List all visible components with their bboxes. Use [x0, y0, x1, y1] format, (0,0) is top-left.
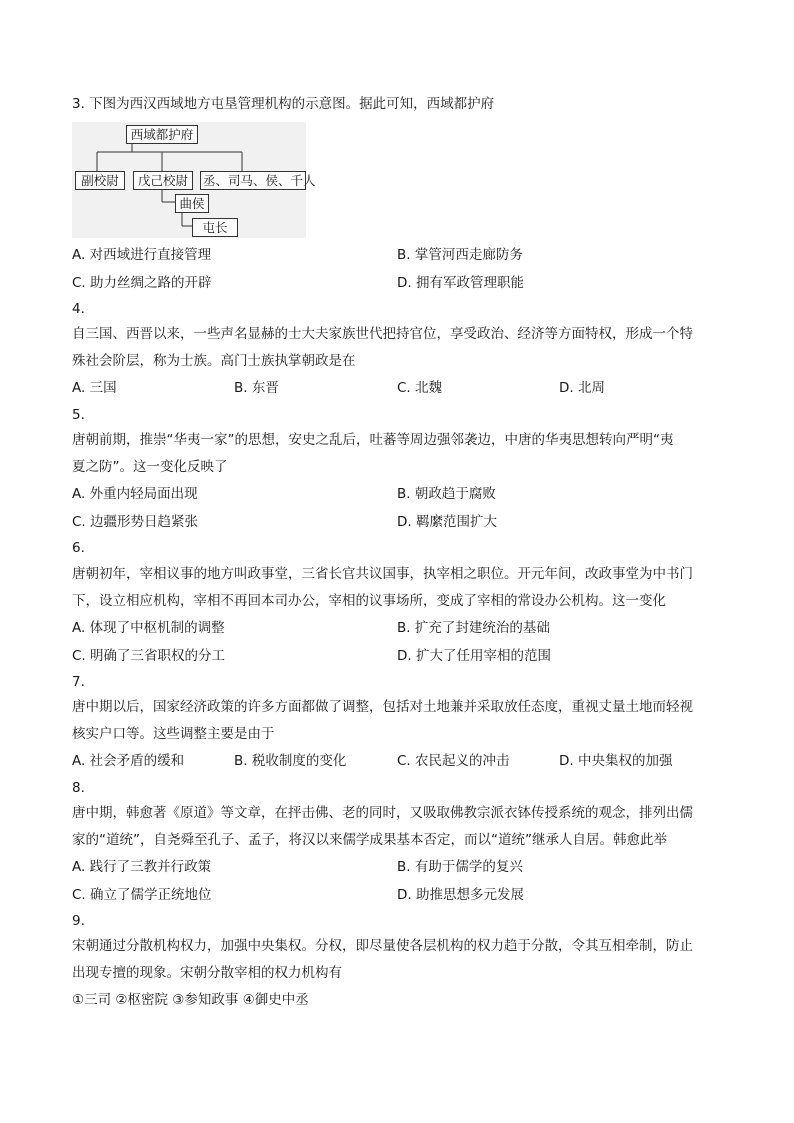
q4-stem-line2: 殊社会阶层，称为士族。高门士族执掌朝政是在: [72, 353, 356, 369]
q7-option-b: B. 税收制度的变化: [234, 753, 347, 769]
q4-stem-line1: 自三国、西晋以来，一些声名显赫的士大夫家族世代把持官位，享受政治、经济等方面特权，形成一个特: [72, 326, 693, 342]
q8-stem-line1: 唐中期，韩愈著《原道》等文章，在抨击佛、老的同时，又吸取佛教宗派衣钵传授系统的观念，排列出儒: [72, 805, 693, 821]
q8-option-d: D. 助推思想多元发展: [397, 887, 524, 903]
diagram-node-child3: 丞、司马、侯、千人: [200, 171, 306, 190]
q7-stem-line1: 唐中期以后，国家经济政策的许多方面都做了调整，包括对土地兼并采取放任态度，重视丈量土地而轻视: [72, 699, 693, 715]
q8-option-a: A. 践行了三教并行政策: [72, 859, 212, 875]
q4-option-b: B. 东晋: [234, 380, 279, 396]
q3-option-a: A. 对西域进行直接管理: [72, 247, 212, 263]
q6-option-b: B. 扩充了封建统治的基础: [397, 620, 550, 636]
diagram-node-greatgrandchild: 屯长: [192, 218, 238, 237]
q3-diagram: [72, 122, 316, 238]
q8-option-c: C. 确立了儒学正统地位: [72, 887, 212, 903]
q8-number: 8.: [72, 780, 85, 796]
q6-stem-line2: 下，设立相应机构，宰相不再回本司办公，宰相的议事场所，变成了宰相的常设办公机构。这一变化: [72, 593, 666, 609]
diagram-node-root: 西域都护府: [126, 125, 198, 144]
q3-option-b: B. 掌管河西走廊防务: [397, 247, 523, 263]
q5-stem-line2: 夏之防”。这一变化反映了: [72, 459, 228, 475]
q5-option-b: B. 朝政趋于腐败: [397, 486, 496, 502]
q4-option-d: D. 北周: [559, 380, 605, 396]
q5-stem-line1: 唐朝前期，推崇“华夷一家”的思想，安史之乱后，吐蕃等周边强邻袭边，中唐的华夷思想转向严明“夷: [72, 432, 674, 448]
q3-option-d: D. 拥有军政管理职能: [397, 275, 524, 291]
q6-number: 6.: [72, 540, 85, 556]
q7-stem-line2: 核实户口等。这些调整主要是由于: [72, 726, 275, 742]
q4-number: 4.: [72, 301, 85, 317]
diagram-node-child2: 戊己校尉: [133, 171, 193, 190]
q7-option-a: A. 社会矛盾的缓和: [72, 753, 185, 769]
q8-stem-line2: 家的“道统”，自尧舜至孔子、孟子，将汉以来儒学成果基本否定，而以“道统”继承人自居。韩愈此举: [72, 832, 667, 848]
q9-stem-line1: 宋朝通过分散机构权力，加强中央集权。分权，即尽量使各层机构的权力趋于分散，令其互相牵制，防止: [72, 938, 693, 954]
q9-items: ①三司 ②枢密院 ③参知政事 ④御史中丞: [72, 992, 309, 1008]
q9-stem-line2: 出现专擅的现象。宋朝分散宰相的权力机构有: [72, 965, 342, 981]
q7-option-d: D. 中央集权的加强: [559, 753, 673, 769]
q7-option-c: C. 农民起义的冲击: [397, 753, 510, 769]
q5-option-d: D. 羁縻范围扩大: [397, 514, 497, 530]
diagram-node-child1: 副校尉: [75, 171, 125, 190]
q6-option-d: D. 扩大了任用宰相的范围: [397, 648, 551, 664]
q5-number: 5.: [72, 407, 85, 423]
q3-stem: 3. 下图为西汉西域地方屯垦管理机构的示意图。据此可知，西域都护府: [72, 96, 495, 112]
diagram-node-grandchild: 曲侯: [175, 194, 209, 213]
q5-option-c: C. 边疆形势日趋紧张: [72, 514, 199, 530]
q6-option-c: C. 明确了三省职权的分工: [72, 648, 226, 664]
q7-number: 7.: [72, 674, 85, 690]
q5-option-a: A. 外重内轻局面出现: [72, 486, 198, 502]
q4-option-a: A. 三国: [72, 380, 117, 396]
q8-option-b: B. 有助于儒学的复兴: [397, 859, 523, 875]
q9-number: 9.: [72, 913, 85, 929]
q4-option-c: C. 北魏: [397, 380, 443, 396]
q6-option-a: A. 体现了中枢机制的调整: [72, 620, 225, 636]
q3-option-c: C. 助力丝绸之路的开辟: [72, 275, 212, 291]
q6-stem-line1: 唐朝初年，宰相议事的地方叫政事堂，三省长官共议国事，执宰相之职位。开元年间，改政事堂为中书门: [72, 566, 693, 582]
